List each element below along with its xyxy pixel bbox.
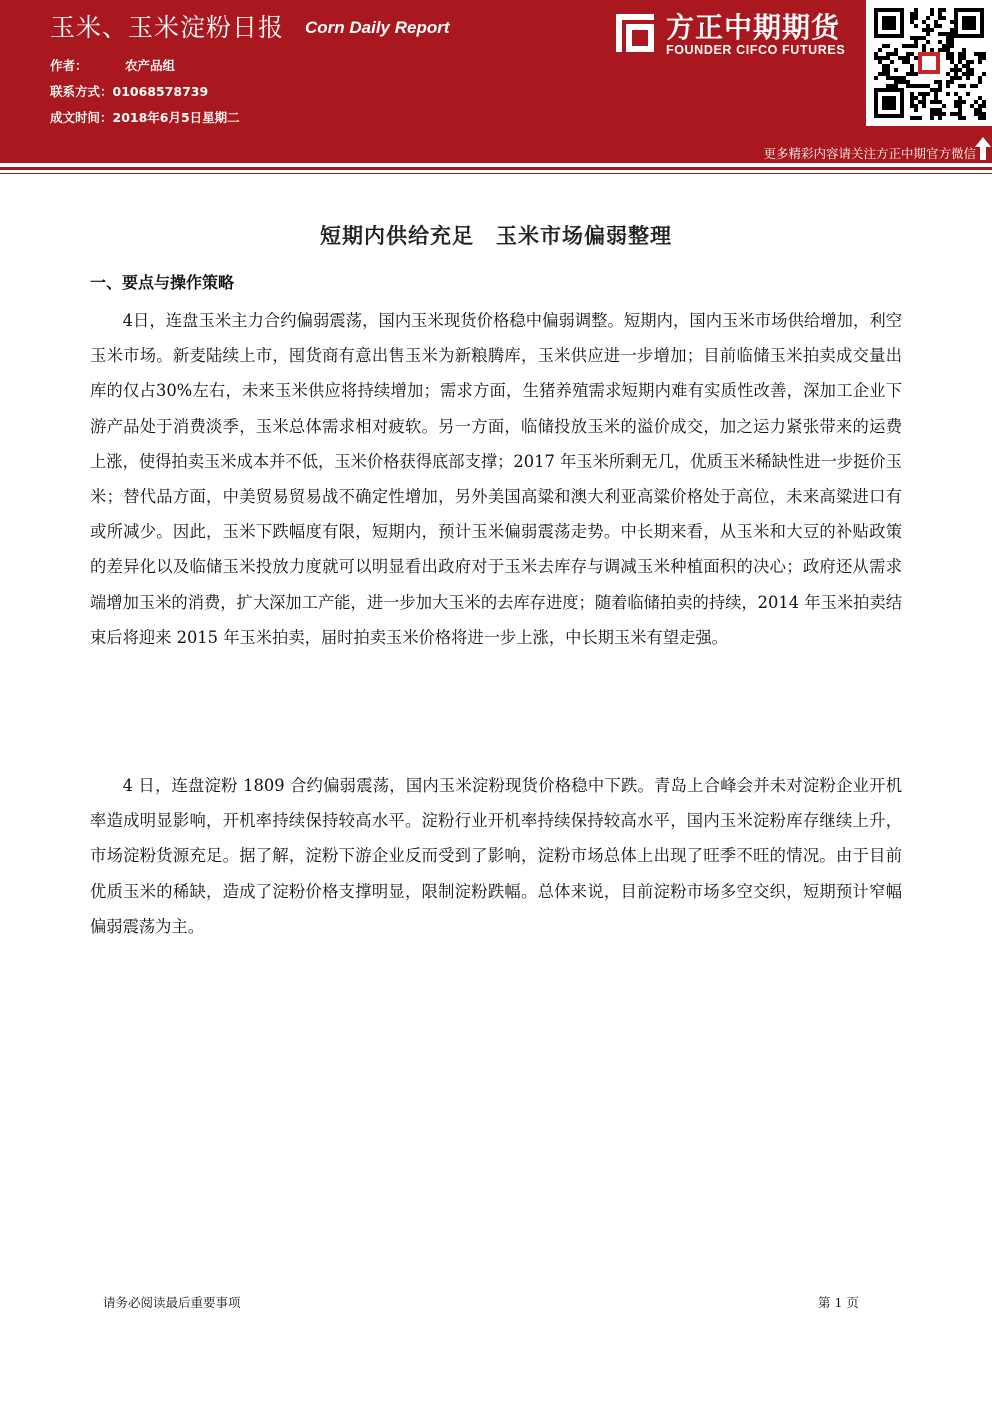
page-number: 第 1 页 bbox=[818, 1295, 859, 1310]
meta-date: 成文时间：2018年6月5日星期二 bbox=[50, 110, 240, 125]
founder-logo-icon bbox=[610, 8, 660, 58]
follow-wechat-text: 更多精彩内容请关注方正中期官方微信 bbox=[763, 146, 976, 161]
article-title: 短期内供给充足 玉米市场偏弱整理 bbox=[320, 224, 672, 248]
meta-contact: 联系方式：01068578739 bbox=[50, 84, 209, 99]
divider-line-thin bbox=[0, 173, 992, 174]
section-heading: 一、要点与操作策略 bbox=[90, 273, 235, 292]
divider-line bbox=[0, 167, 992, 170]
author-label: 作者： bbox=[50, 58, 88, 73]
footer-notice: 请务必阅读最后重要事项 bbox=[103, 1295, 241, 1310]
paragraph-starch: 4 日，连盘淀粉 1809 合约偏弱震荡，国内玉米淀粉现货价格稳中下跌。青岛上合峰会并未对淀粉企业开机率造成明显影响，开机率持续保持较高水平。淀粉行业开机率持续保持较高水平，国内玉米淀粉库存继续上升，市场淀粉货源充足。据了解，淀粉下游企业反而受到了影响，淀粉市场总体上出现了旺季不旺的情况。由于目前优质玉米的稀缺，造成了淀粉价格支撑明显，限制淀粉跌幅。总体来说，目前淀粉市场多空交织，短期预计窄幅偏弱震荡为主。 bbox=[90, 776, 902, 936]
meta-author bbox=[50, 56, 176, 74]
report-subtitle: Corn Daily Report bbox=[305, 18, 450, 37]
paragraph-corn: 4日，连盘玉米主力合约偏弱震荡，国内玉米现货价格稳中偏弱调整。短期内，国内玉米市场供给增加，利空玉米市场。新麦陆续上市，囤货商有意出售玉米为新粮腾库，玉米供应进一步增加；目前临储玉米拍卖成交量出库的仅占30%左右，未来玉米供应将持续增加；需求方面，生猪养殖需求短期内难有实质性改善，深加工企业下游产品处于消费淡季，玉米总体需求相对疲软。另一方面，临储投放玉米的溢价成交，加之运力紧张带来的运费上涨，使得拍卖玉米成本并不低，玉米价格获得底部支撑；2017 年玉米所剩无几，优质玉米稀缺性进一步挺价玉米；替代品方面，中美贸易贸易战不确定性增加，另外美国高粱和澳大利亚高粱价格处于高位，未来高粱进口有或所减少。因此，玉米下跌幅度有限，短期内，预计玉米偏弱震荡走势。中长期来看，从玉米和大豆的补贴政策的差异化以及临储玉米投放力度就可以明显看出政府对于玉米去库存与调减玉米种植面积的决心；政府还从需求端增加玉米的消费，扩大深加工产能，进一步加大玉米的去库存进度；随着临储拍卖的持续，2014 年玉米拍卖结束后将迎来 2015 年玉米拍卖，届时拍卖玉米价格将进一步上涨，中长期玉米有望走强。 bbox=[90, 311, 902, 647]
qr-code[interactable] bbox=[866, 0, 992, 126]
brand-name-en: FOUNDER CIFCO FUTURES bbox=[666, 43, 846, 57]
author-value: 农产品组 bbox=[125, 58, 176, 73]
up-arrow-icon bbox=[974, 136, 992, 161]
brand-logo bbox=[610, 6, 860, 66]
header-banner bbox=[0, 0, 992, 163]
report-title: 玉米、玉米淀粉日报 bbox=[50, 13, 285, 42]
brand-name-cn: 方正中期期货 bbox=[666, 11, 841, 44]
qr-code-icon bbox=[866, 0, 992, 126]
